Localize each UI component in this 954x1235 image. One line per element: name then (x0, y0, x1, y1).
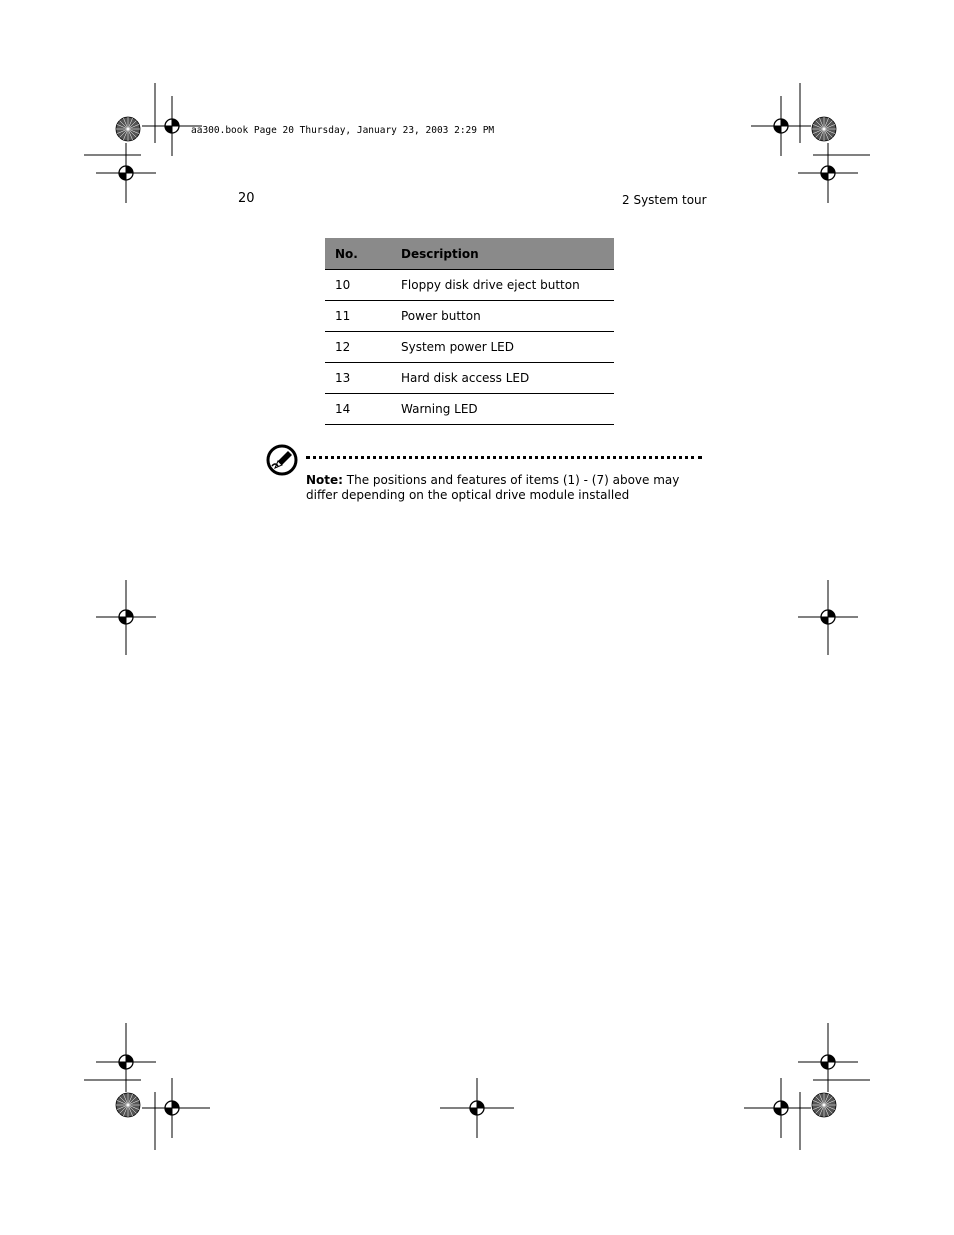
header-no: No. (325, 238, 391, 270)
note-text (306, 473, 706, 503)
note-label: Note: (306, 473, 343, 487)
note-divider (306, 456, 702, 459)
table-header-row (325, 238, 614, 270)
row-number: 13 (325, 363, 391, 394)
description-table (325, 238, 614, 425)
note-pen-icon (266, 444, 298, 476)
row-description: Warning LED (391, 394, 614, 425)
row-description: System power LED (391, 332, 614, 363)
print-slug: aa300.book Page 20 Thursday, January 23, 2003 2:29 PM (191, 125, 495, 136)
table-row (325, 332, 614, 363)
table-row (325, 363, 614, 394)
row-description: Hard disk access LED (391, 363, 614, 394)
row-number: 14 (325, 394, 391, 425)
row-description: Floppy disk drive eject button (391, 270, 614, 301)
page-number: 20 (238, 191, 255, 206)
row-number: 10 (325, 270, 391, 301)
row-number: 11 (325, 301, 391, 332)
chapter-title: 2 System tour (622, 193, 707, 207)
row-number: 12 (325, 332, 391, 363)
table-row (325, 270, 614, 301)
table-row (325, 301, 614, 332)
table-row (325, 394, 614, 425)
header-description: Description (391, 238, 614, 270)
note-body: The positions and features of items (1) - (7) above may differ depending on the optical drive module installed (306, 473, 680, 502)
row-description: Power button (391, 301, 614, 332)
